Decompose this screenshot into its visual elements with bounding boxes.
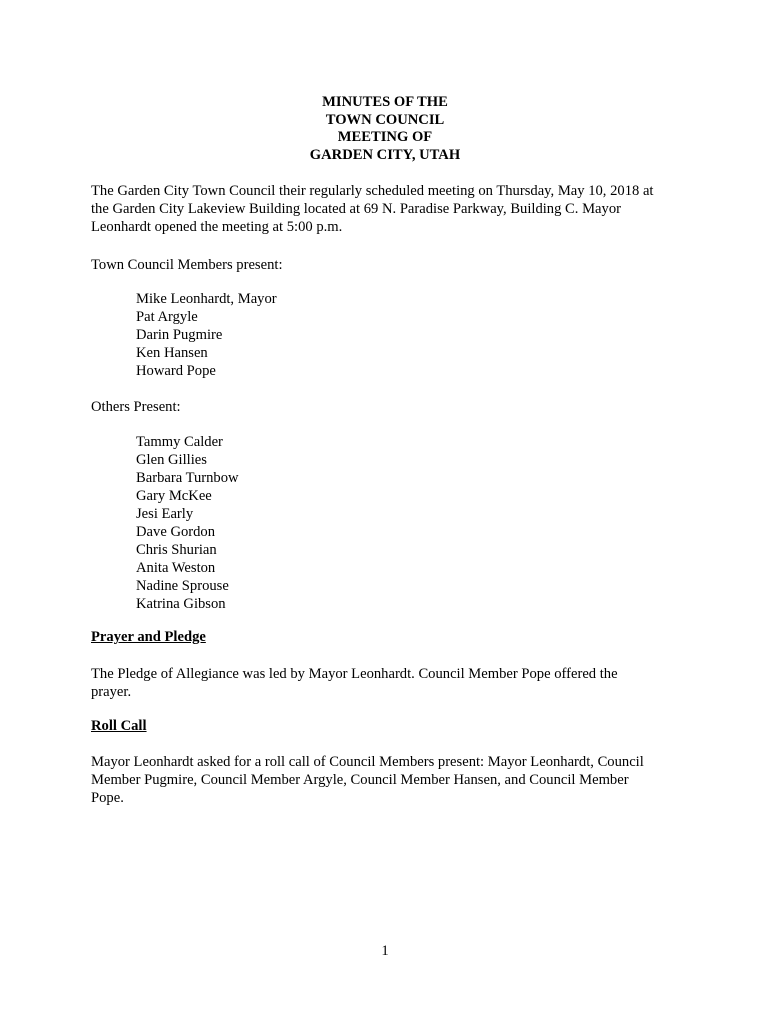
list-item: Anita Weston — [136, 560, 216, 576]
list-item: Katrina Gibson — [136, 596, 226, 612]
list-item: Gary McKee — [136, 488, 212, 504]
list-item: Howard Pope — [136, 363, 216, 379]
others-present-label: Others Present: — [91, 399, 181, 415]
minutes-title — [0, 94, 770, 164]
title-line: TOWN COUNCIL — [325, 111, 445, 128]
intro-paragraph — [91, 182, 691, 236]
list-item: Tammy Calder — [136, 434, 223, 450]
roll-call-paragraph — [91, 753, 691, 807]
council-members-list — [136, 290, 277, 380]
intro-line: The Garden City Town Council their regularly scheduled meeting on Thursday, May 10, 2018 at — [91, 183, 654, 199]
roll-call-line: Member Pugmire, Council Member Argyle, Council Member Hansen, and Council Member — [91, 772, 629, 788]
prayer-line: prayer. — [91, 684, 132, 700]
list-item: Glen Gillies — [136, 452, 207, 468]
prayer-paragraph — [91, 665, 691, 701]
intro-line: Leonhardt opened the meeting at 5:00 p.m. — [91, 219, 343, 235]
prayer-pledge-heading: Prayer and Pledge — [91, 629, 206, 645]
prayer-line: The Pledge of Allegiance was led by Mayor Leonhardt. Council Member Pope offered the — [91, 666, 618, 682]
list-item: Darin Pugmire — [136, 327, 223, 343]
council-members-label: Town Council Members present: — [91, 257, 283, 273]
list-item: Nadine Sprouse — [136, 578, 229, 594]
title-line: MEETING OF — [337, 129, 433, 145]
list-item: Pat Argyle — [136, 309, 198, 325]
roll-call-line: Mayor Leonhardt asked for a roll call of Council Members present: Mayor Leonhardt, Council — [91, 754, 644, 770]
title-line: MINUTES OF THE — [322, 94, 448, 110]
others-present-list — [136, 433, 239, 613]
roll-call-line: Pope. — [91, 790, 124, 806]
title-line: GARDEN CITY, UTAH — [309, 146, 461, 163]
intro-line: the Garden City Lakeview Building located at 69 N. Paradise Parkway, Building C. Mayor — [91, 201, 621, 217]
list-item: Chris Shurian — [136, 542, 217, 558]
roll-call-heading: Roll Call — [91, 718, 147, 734]
list-item: Dave Gordon — [136, 524, 216, 540]
list-item: Ken Hansen — [136, 345, 208, 361]
list-item: Jesi Early — [136, 506, 194, 522]
list-item: Barbara Turnbow — [136, 470, 239, 486]
page-number: 1 — [381, 943, 389, 959]
list-item: Mike Leonhardt, Mayor — [136, 291, 277, 307]
